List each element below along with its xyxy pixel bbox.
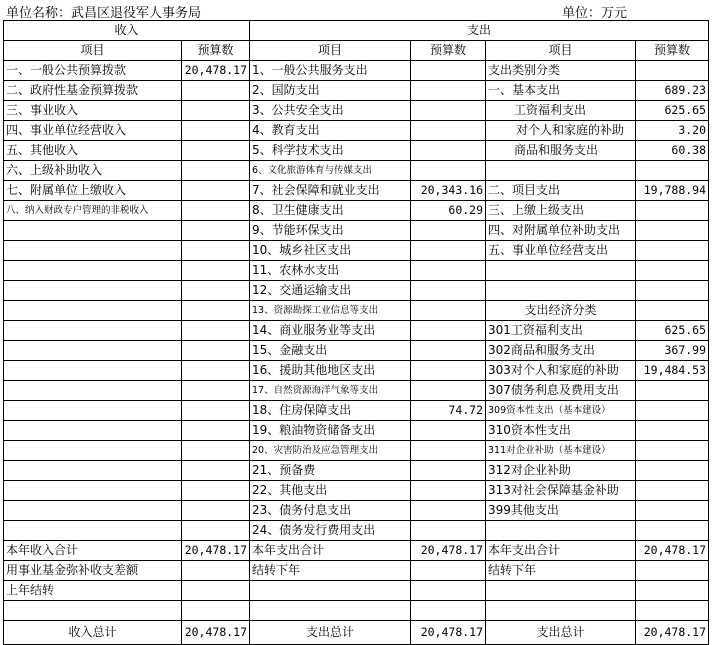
expense-func-item	[250, 601, 411, 621]
income-budget	[182, 581, 250, 601]
expense-func-budget	[411, 141, 486, 161]
income-item	[4, 381, 182, 401]
expense-func-budget	[411, 301, 486, 321]
expense-class-item	[486, 281, 636, 301]
income-budget	[182, 181, 250, 201]
income-budget	[182, 241, 250, 261]
income-item: 二、政府性基金预算拨款	[4, 81, 182, 101]
table-row	[4, 141, 709, 161]
expense-func-item: 1、一般公共服务支出	[250, 61, 411, 81]
income-budget	[182, 121, 250, 141]
income-budget	[182, 561, 250, 581]
expense-class-budget: 367.99	[636, 341, 709, 361]
expense-func-item: 9、节能环保支出	[250, 221, 411, 241]
expense-func-item: 11、农林水支出	[250, 261, 411, 281]
income-item: 一、一般公共预算拨款	[4, 61, 182, 81]
expense-func-item: 16、援助其他地区支出	[250, 361, 411, 381]
expense-func-budget	[411, 381, 486, 401]
income-budget	[182, 361, 250, 381]
table-row	[4, 501, 709, 521]
expense-func-budget	[411, 461, 486, 481]
income-item	[4, 321, 182, 341]
col-header-item: 项目	[486, 41, 636, 61]
income-budget	[182, 221, 250, 241]
expense-class-item: 311对企业补助（基本建设）	[486, 441, 636, 461]
expense-func-item: 19、粮油物资储备支出	[250, 421, 411, 441]
expense-func-item: 3、公共安全支出	[250, 101, 411, 121]
expense-class-budget	[636, 301, 709, 321]
income-item	[4, 301, 182, 321]
expense-class-item: 303对个人和家庭的补助	[486, 361, 636, 381]
expense-class-item: 313对社会保障基金补助	[486, 481, 636, 501]
expense-func-item: 8、卫生健康支出	[250, 201, 411, 221]
income-item	[4, 261, 182, 281]
income-item: 八、纳入财政专户管理的非税收入	[4, 201, 182, 221]
table-row	[4, 421, 709, 441]
expense-class-budget	[636, 561, 709, 581]
expense-func-budget	[411, 61, 486, 81]
col-header-budget: 预算数	[411, 41, 486, 61]
income-budget	[182, 101, 250, 121]
table-row	[4, 221, 709, 241]
income-item: 用事业基金弥补收支差额	[4, 561, 182, 581]
income-item	[4, 361, 182, 381]
income-item	[4, 601, 182, 621]
expense-class-budget: 625.65	[636, 101, 709, 121]
income-budget	[182, 441, 250, 461]
expense-class-item	[486, 601, 636, 621]
expense-func-item: 20、灾害防治及应急管理支出	[250, 441, 411, 461]
expense-class-budget: 3.20	[636, 121, 709, 141]
expense-func-budget: 60.29	[411, 201, 486, 221]
expense-class-item	[486, 161, 636, 181]
table-row	[4, 461, 709, 481]
expense-func-item: 7、社会保障和就业支出	[250, 181, 411, 201]
expense-func-item	[250, 581, 411, 601]
expense-class-item: 309资本性支出（基本建设）	[486, 401, 636, 421]
expense-class-item: 310资本性支出	[486, 421, 636, 441]
expense-func-item: 本年支出合计	[250, 541, 411, 561]
expense-func-budget	[411, 561, 486, 581]
expense-func-budget	[411, 321, 486, 341]
expense-class-item: 支出类别分类	[486, 61, 636, 81]
income-item	[4, 341, 182, 361]
income-item	[4, 521, 182, 541]
income-budget	[182, 161, 250, 181]
table-row	[4, 381, 709, 401]
expense-class-budget: 60.38	[636, 141, 709, 161]
income-budget	[182, 601, 250, 621]
expense-func-item: 12、交通运输支出	[250, 281, 411, 301]
table-row	[4, 581, 709, 601]
expense-class-item: 三、上缴上级支出	[486, 201, 636, 221]
expense-class-budget: 19,788.94	[636, 181, 709, 201]
expense-class-item: 301工资福利支出	[486, 321, 636, 341]
expense-func-item: 结转下年	[250, 561, 411, 581]
expense-class-budget	[636, 201, 709, 221]
expense-class-item: 五、事业单位经营支出	[486, 241, 636, 261]
income-budget	[182, 281, 250, 301]
income-item: 四、事业单位经营收入	[4, 121, 182, 141]
expense-class-budget	[636, 461, 709, 481]
income-item	[4, 401, 182, 421]
expense-func-item: 13、资源勘探工业信息等支出	[250, 301, 411, 321]
income-section-title: 收入	[4, 21, 250, 41]
table-row	[4, 181, 709, 201]
table-row	[4, 521, 709, 541]
expense-func-item: 22、其他支出	[250, 481, 411, 501]
col-header-item: 项目	[4, 41, 182, 61]
expense-class-item: 工资福利支出	[486, 101, 636, 121]
expense-class-item: 一、基本支出	[486, 81, 636, 101]
expense-func-budget	[411, 261, 486, 281]
income-item	[4, 501, 182, 521]
expense-func-item: 15、金融支出	[250, 341, 411, 361]
table-row	[4, 561, 709, 581]
expense-func-budget	[411, 221, 486, 241]
expense-class-budget	[636, 421, 709, 441]
expense-class-item	[486, 581, 636, 601]
table-row	[4, 341, 709, 361]
expense-class-item: 支出经济分类	[486, 301, 636, 321]
table-row	[4, 261, 709, 281]
expense-class-budget: 625.65	[636, 321, 709, 341]
expense-func-budget	[411, 121, 486, 141]
income-item	[4, 221, 182, 241]
expense-class-budget	[636, 481, 709, 501]
income-budget	[182, 521, 250, 541]
expense-class-item: 四、对附属单位补助支出	[486, 221, 636, 241]
table-row	[4, 361, 709, 381]
table-row	[4, 281, 709, 301]
expense-func-item: 18、住房保障支出	[250, 401, 411, 421]
income-budget	[182, 461, 250, 481]
income-budget	[182, 141, 250, 161]
income-item: 本年收入合计	[4, 541, 182, 561]
expense-class-budget	[636, 161, 709, 181]
column-header-row	[4, 41, 709, 61]
expense-func-budget: 20,478.17	[411, 541, 486, 561]
expense-class-item	[486, 521, 636, 541]
income-budget	[182, 261, 250, 281]
income-item: 七、附属单位上缴收入	[4, 181, 182, 201]
table-row	[4, 601, 709, 621]
expense-class-budget	[636, 221, 709, 241]
income-item	[4, 481, 182, 501]
budget-table-body	[4, 21, 709, 645]
expense-func-budget	[411, 421, 486, 441]
table-row	[4, 321, 709, 341]
expense-func-item: 10、城乡社区支出	[250, 241, 411, 261]
table-row	[4, 241, 709, 261]
table-row	[4, 161, 709, 181]
expense-class-item: 312对企业补助	[486, 461, 636, 481]
table-row	[4, 101, 709, 121]
income-budget: 20,478.17	[182, 61, 250, 81]
expense-class-budget: 20,478.17	[636, 541, 709, 561]
money-unit: 单位：万元	[562, 6, 628, 21]
expense-func-budget	[411, 341, 486, 361]
income-budget	[182, 401, 250, 421]
budget-table	[3, 20, 709, 645]
table-row	[4, 81, 709, 101]
table-row	[4, 481, 709, 501]
expense-func-budget: 74.72	[411, 401, 486, 421]
income-budget	[182, 301, 250, 321]
income-item	[4, 281, 182, 301]
table-row	[4, 621, 709, 645]
expense-class-budget: 20,478.17	[636, 621, 709, 645]
income-budget	[182, 341, 250, 361]
expense-class-item: 本年支出合计	[486, 541, 636, 561]
table-row	[4, 401, 709, 421]
expense-func-item: 24、债务发行费用支出	[250, 521, 411, 541]
expense-class-item: 商品和服务支出	[486, 141, 636, 161]
income-item: 六、上级补助收入	[4, 161, 182, 181]
expense-class-budget	[636, 241, 709, 261]
expense-func-budget	[411, 361, 486, 381]
table-row	[4, 441, 709, 461]
expense-func-budget	[411, 281, 486, 301]
expense-func-budget: 20,478.17	[411, 621, 486, 645]
expense-func-budget: 20,343.16	[411, 181, 486, 201]
expense-class-item: 307债务利息及费用支出	[486, 381, 636, 401]
expense-func-item: 4、教育支出	[250, 121, 411, 141]
expense-func-budget	[411, 101, 486, 121]
expense-func-budget	[411, 501, 486, 521]
expense-class-budget	[636, 381, 709, 401]
expense-func-budget	[411, 481, 486, 501]
expense-func-item: 14、商业服务业等支出	[250, 321, 411, 341]
expense-func-budget	[411, 441, 486, 461]
col-header-budget: 预算数	[636, 41, 709, 61]
expense-class-budget	[636, 501, 709, 521]
expense-class-budget	[636, 441, 709, 461]
col-header-budget: 预算数	[182, 41, 250, 61]
expense-class-item	[486, 261, 636, 281]
expense-func-item: 23、债务付息支出	[250, 501, 411, 521]
income-item: 收入总计	[4, 621, 182, 645]
income-budget	[182, 501, 250, 521]
income-budget: 20,478.17	[182, 541, 250, 561]
income-item	[4, 461, 182, 481]
expense-func-item: 支出总计	[250, 621, 411, 645]
expense-func-item: 5、科学技术支出	[250, 141, 411, 161]
expense-class-budget	[636, 61, 709, 81]
income-budget	[182, 381, 250, 401]
expense-class-item: 结转下年	[486, 561, 636, 581]
expense-func-item: 2、国防支出	[250, 81, 411, 101]
expense-func-item: 6、文化旅游体育与传媒支出	[250, 161, 411, 181]
expense-class-item: 支出总计	[486, 621, 636, 645]
table-row	[4, 121, 709, 141]
expense-class-budget	[636, 601, 709, 621]
expense-func-budget	[411, 581, 486, 601]
expense-class-item: 对个人和家庭的补助	[486, 121, 636, 141]
income-budget	[182, 421, 250, 441]
income-item	[4, 241, 182, 261]
expense-func-budget	[411, 161, 486, 181]
income-item: 上年结转	[4, 581, 182, 601]
expense-func-budget	[411, 521, 486, 541]
income-budget: 20,478.17	[182, 621, 250, 645]
expense-class-budget	[636, 401, 709, 421]
income-budget	[182, 81, 250, 101]
table-row	[4, 541, 709, 561]
income-item: 三、事业收入	[4, 101, 182, 121]
expense-class-budget	[636, 281, 709, 301]
income-item	[4, 421, 182, 441]
expense-section-title: 支出	[250, 21, 709, 41]
expense-func-budget	[411, 81, 486, 101]
income-budget	[182, 481, 250, 501]
expense-class-item: 302商品和服务支出	[486, 341, 636, 361]
col-header-item: 项目	[250, 41, 411, 61]
table-row	[4, 61, 709, 81]
income-item	[4, 441, 182, 461]
expense-class-budget: 19,484.53	[636, 361, 709, 381]
table-row	[4, 301, 709, 321]
income-budget	[182, 201, 250, 221]
expense-class-budget	[636, 581, 709, 601]
report-header	[0, 0, 712, 20]
table-row	[4, 201, 709, 221]
expense-func-item: 21、预备费	[250, 461, 411, 481]
expense-class-budget: 689.23	[636, 81, 709, 101]
unit-name: 单位名称：武昌区退役军人事务局	[6, 6, 202, 21]
expense-func-item: 17、自然资源海洋气象等支出	[250, 381, 411, 401]
expense-class-budget	[636, 261, 709, 281]
expense-class-item: 二、项目支出	[486, 181, 636, 201]
section-header-row	[4, 21, 709, 41]
income-item: 五、其他收入	[4, 141, 182, 161]
expense-class-budget	[636, 521, 709, 541]
expense-func-budget	[411, 601, 486, 621]
income-budget	[182, 321, 250, 341]
expense-func-budget	[411, 241, 486, 261]
expense-class-item: 399其他支出	[486, 501, 636, 521]
